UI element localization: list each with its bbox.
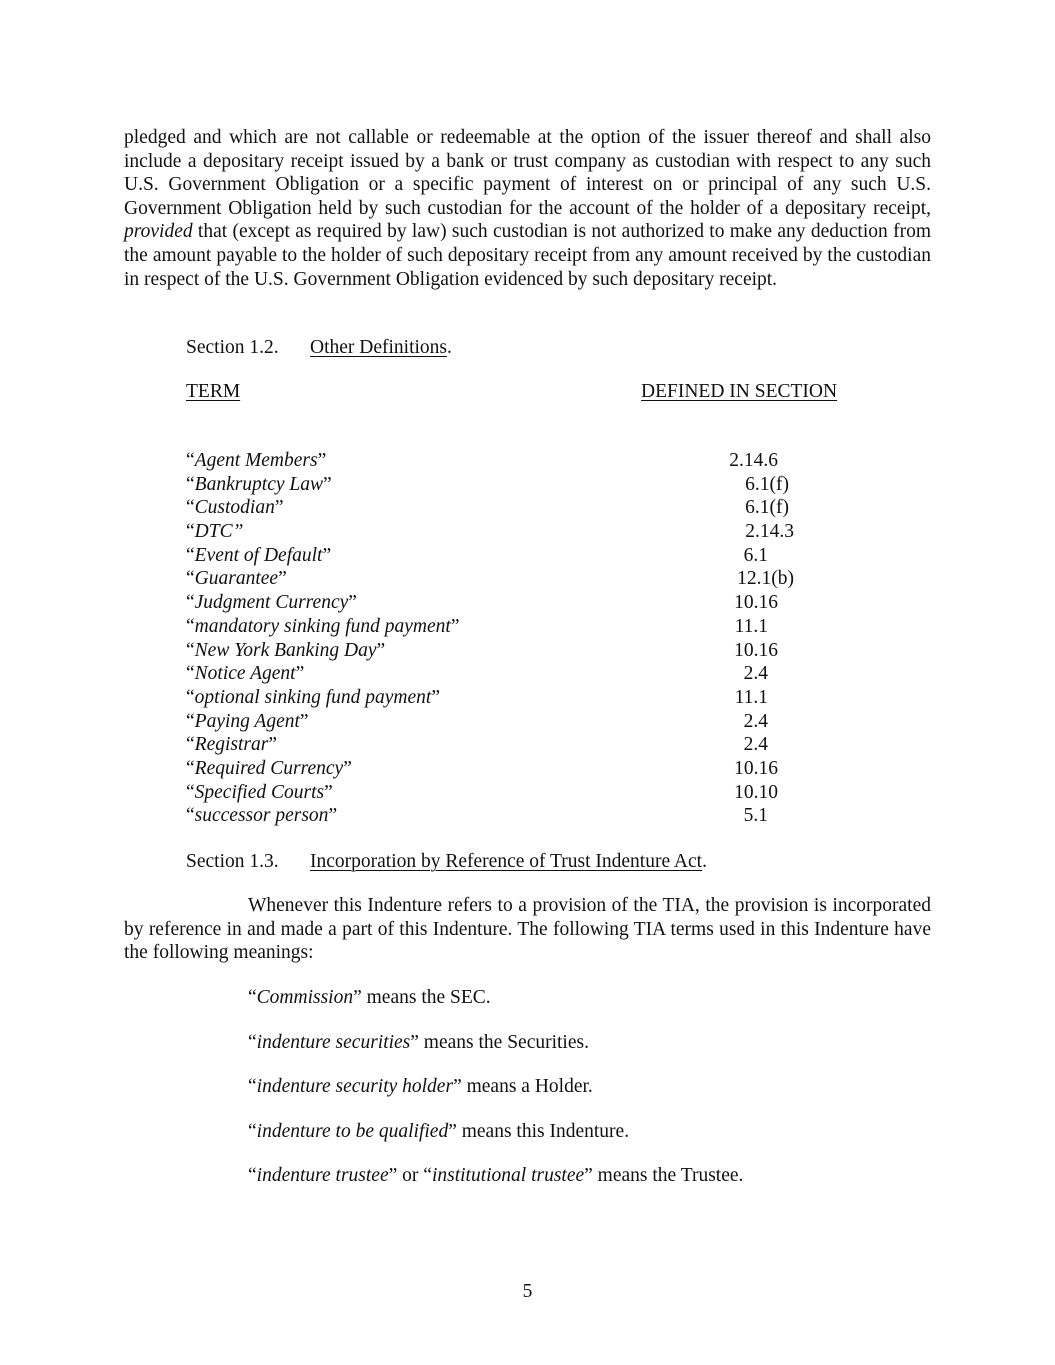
definition-row: [186, 781, 826, 805]
definition-section-ref: 11.1: [734, 686, 768, 708]
tia-term-name-alt: institutional trustee: [431, 1165, 585, 1186]
tia-term-name: indenture security holder: [256, 1076, 454, 1097]
section-1-2-number: Section 1.2.: [186, 337, 279, 358]
definition-open-quote: “: [186, 710, 195, 732]
section-1-2-title: Other Definitions: [310, 337, 448, 358]
definition-close-quote: ”: [278, 568, 287, 590]
definition-term-name: Notice Agent: [194, 663, 296, 685]
definition-term-name: New York Banking Day: [194, 639, 377, 661]
definition-term: [186, 804, 337, 828]
definition-open-quote: “: [186, 615, 195, 637]
definition-term-name: Agent Members: [194, 450, 318, 471]
definition-section-ref: 2.14.6: [729, 450, 778, 471]
tia-term-open-quote: “: [248, 987, 257, 1008]
definition-term: [186, 733, 277, 757]
definition-row: [186, 686, 826, 710]
definition-row: [186, 567, 826, 591]
term-column-header: TERM: [186, 381, 241, 402]
definition-row: [186, 496, 826, 520]
definition-open-quote: “: [186, 663, 195, 685]
definition-section-ref: 2.4: [743, 663, 768, 685]
tia-term-name: indenture to be qualified: [256, 1121, 449, 1142]
definition-row: [186, 757, 826, 781]
definition-term-name: optional sinking fund payment: [194, 686, 432, 708]
tia-term-name: Commission: [256, 987, 354, 1008]
definition-term: [186, 639, 385, 663]
definition-close-quote: ”: [450, 615, 460, 637]
definition-term: [186, 781, 333, 805]
definition-close-quote: ”: [295, 663, 305, 685]
definition-term-name: Specified Courts: [194, 781, 325, 803]
definition-row: [186, 710, 826, 734]
definition-term-name: Guarantee: [194, 568, 279, 590]
definition-open-quote: “: [186, 544, 195, 566]
definition-open-quote: “: [186, 450, 195, 471]
definition-close-quote: ”: [376, 639, 386, 661]
definition-row: [186, 615, 826, 639]
intro-provided-word: provided: [124, 221, 193, 243]
definition-term: [186, 615, 460, 639]
definition-section-ref: 6.1(f): [745, 497, 789, 519]
definition-row: [186, 662, 826, 686]
intro-text-part2: that (except as required by law) such custodian is not authorized to make any deduction from the amount payable to the holder of such depositary receipt from any amount received by the custodian in respect of the U.S. Government Obligation evidenced by such depositary receipt.: [124, 221, 931, 290]
definition-section-ref: 11.1: [734, 615, 768, 637]
definition-section-ref: 2.4: [743, 710, 768, 732]
definition-term: [186, 567, 287, 591]
definitions-list: [186, 449, 826, 828]
definition-open-quote: “: [186, 592, 195, 614]
tia-term-indenture-security-holder: [248, 1075, 593, 1099]
section-1-2-period: .: [447, 337, 452, 358]
tia-term-indenture-trustee: [248, 1164, 743, 1188]
tia-term-meaning: ” means the Securities.: [410, 1032, 589, 1053]
definition-row: [186, 449, 826, 473]
definition-close-quote: ”: [431, 686, 440, 708]
definition-term: [186, 544, 331, 568]
definition-row: [186, 733, 826, 757]
definition-term-name: Judgment Currency: [194, 592, 349, 614]
definition-term-name: Paying Agent: [194, 710, 300, 732]
definition-term-name: Event of Default: [194, 544, 323, 566]
definition-open-quote: “: [186, 805, 195, 827]
defined-in-section-column-header: DEFINED IN SECTION: [641, 381, 838, 402]
definition-term: [186, 520, 243, 544]
section-1-3-period: .: [702, 851, 707, 872]
tia-paragraph: Whenever this Indenture refers to a provision of the TIA, the provision is incorporated by reference in and made a part of this Indenture. The following TIA terms used in this Indenture have the following meanings:: [124, 895, 931, 964]
page-number: 5: [522, 1281, 533, 1302]
definition-row: [186, 544, 826, 568]
definition-row: [186, 520, 826, 544]
definition-section-ref: 10.16: [734, 639, 778, 661]
tia-term-connector: ” or “: [388, 1165, 432, 1186]
definition-term: [186, 473, 332, 497]
definition-section-ref: 10.16: [734, 757, 778, 779]
tia-term-name: indenture securities: [256, 1032, 411, 1053]
definition-close-quote: ”: [322, 544, 332, 566]
definition-row: [186, 591, 826, 615]
definition-row: [186, 804, 826, 828]
definition-term: [186, 496, 284, 520]
tia-term-meaning: ” means this Indenture.: [448, 1121, 630, 1142]
tia-term-open-quote: “: [248, 1032, 257, 1053]
definition-open-quote: “: [186, 781, 195, 803]
definition-open-quote: “: [186, 497, 195, 519]
definition-open-quote: “: [186, 686, 195, 708]
definition-term: [186, 710, 309, 734]
definition-term-name: Registrar: [194, 734, 269, 756]
section-1-3-title: Incorporation by Reference of Trust Indenture Act: [310, 851, 703, 872]
tia-term-meaning: ” means the SEC.: [353, 987, 491, 1008]
tia-term-open-quote: “: [248, 1165, 257, 1186]
definition-term: [186, 449, 326, 473]
definition-close-quote: ”: [324, 781, 333, 803]
definition-section-ref: 6.1: [743, 544, 768, 566]
definition-open-quote: “: [186, 757, 195, 779]
definition-open-quote: “: [186, 734, 195, 756]
definition-section-ref: 2.4: [743, 734, 768, 756]
definition-close-quote: ”: [348, 592, 357, 614]
tia-term-meaning: ” means the Trustee.: [584, 1165, 744, 1186]
tia-term-indenture-to-be-qualified: [248, 1120, 629, 1144]
section-1-3-number: Section 1.3.: [186, 851, 279, 872]
section-1-2-heading: [186, 336, 452, 360]
intro-text-part1: pledged and which are not callable or redeemable at the option of the issuer thereof and shall also include a depositary receipt issued by a bank or trust company as custodian with respect to any such U.S. Government Obligation or a specific payment of interest on or principal of any such U.S. Government Obligation held by such custodian for the account of the holder of a depositary receipt,: [124, 127, 931, 219]
definition-term-name: Required Currency: [194, 757, 344, 779]
intro-paragraph: [124, 126, 931, 291]
definition-term: [186, 591, 357, 615]
definition-section-ref: 5.1: [743, 805, 768, 827]
definition-row: [186, 639, 826, 663]
definition-close-quote: ”: [343, 757, 352, 779]
tia-term-open-quote: “: [248, 1121, 257, 1142]
definition-row: [186, 473, 826, 497]
tia-term-indenture-securities: [248, 1031, 589, 1055]
definition-section-ref: 10.16: [734, 592, 778, 614]
definition-open-quote: “: [186, 521, 195, 543]
definition-section-ref: 6.1(f): [745, 473, 789, 495]
definition-section-ref: 10.10: [734, 781, 778, 803]
definition-open-quote: “: [186, 473, 195, 495]
definition-term-name: DTC”: [194, 521, 244, 543]
definition-term: [186, 757, 352, 781]
definition-term: [186, 686, 440, 710]
definition-close-quote: ”: [328, 805, 338, 827]
definition-section-ref: 12.1(b): [737, 568, 794, 590]
tia-term-open-quote: “: [248, 1076, 257, 1097]
definition-open-quote: “: [186, 568, 195, 590]
tia-term-meaning: ” means a Holder.: [453, 1076, 593, 1097]
tia-term-name: indenture trustee: [256, 1165, 389, 1186]
definition-term-name: successor person: [194, 805, 329, 827]
definition-term: [186, 662, 304, 686]
section-1-3-heading: [186, 850, 707, 874]
definition-close-quote: ”: [323, 473, 332, 495]
definition-section-ref: 2.14.3: [745, 521, 794, 543]
definition-term-name: mandatory sinking fund payment: [194, 615, 451, 637]
definition-close-quote: ”: [274, 497, 284, 519]
definition-term-name: Bankruptcy Law: [194, 473, 324, 495]
tia-term-commission: [248, 986, 491, 1010]
definition-close-quote: ”: [317, 450, 327, 471]
definition-term-name: Custodian: [194, 497, 275, 519]
definition-open-quote: “: [186, 639, 195, 661]
definition-close-quote: ”: [299, 710, 309, 732]
definition-close-quote: ”: [268, 734, 277, 756]
